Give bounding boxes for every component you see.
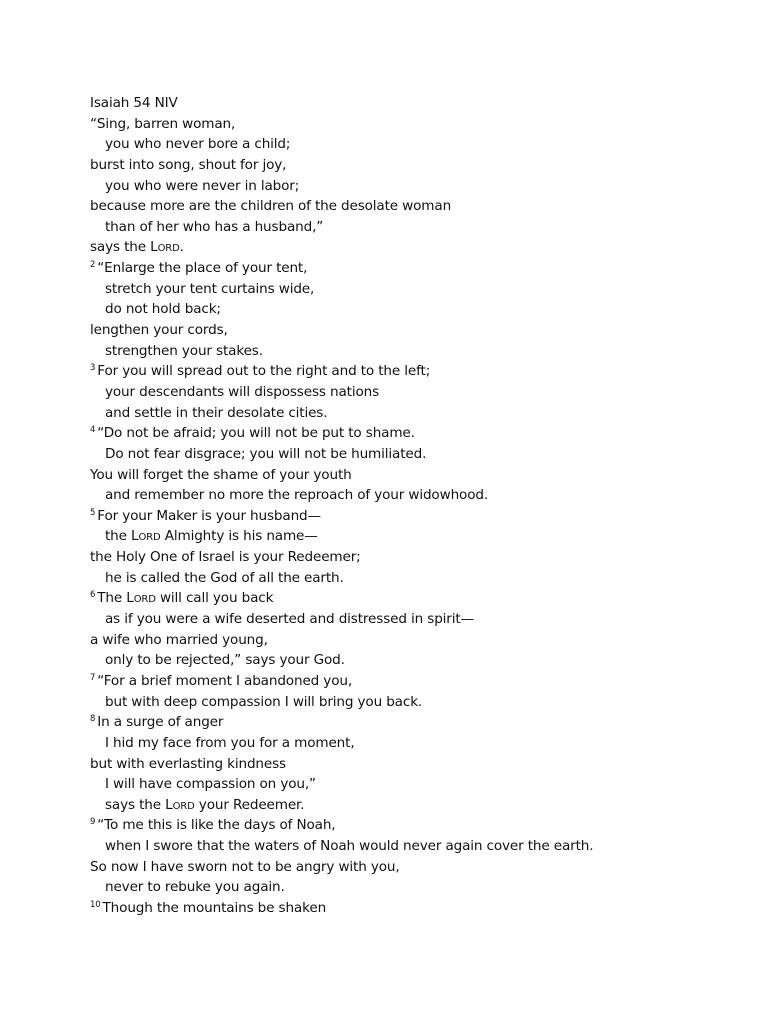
line-text: I hid my face from you for a moment,	[105, 734, 355, 751]
line-text: “Do not be afraid; you will not be put to shame.	[97, 425, 415, 442]
poem-line	[90, 836, 730, 857]
poem-line	[90, 320, 730, 341]
poem-line	[90, 857, 730, 878]
line-text: because more are the children of the desolate woman	[90, 198, 452, 215]
line-text: The	[97, 590, 127, 607]
line-text: a wife who married young,	[90, 631, 268, 648]
poem-line	[90, 196, 730, 217]
line-text: than of her who has a husband,”	[105, 218, 324, 235]
poem-line	[90, 754, 730, 775]
poem-line	[90, 526, 730, 547]
verse-number: 10	[90, 899, 101, 910]
line-text: “To me this is like the days of Noah,	[97, 817, 336, 834]
line-text: lengthen your cords,	[90, 322, 228, 339]
poem-line	[90, 547, 730, 568]
poem-line	[90, 217, 730, 238]
line-text: stretch your tent curtains wide,	[105, 280, 315, 297]
line-text: and remember no more the reproach of your widowhood.	[105, 487, 489, 504]
poem-line	[90, 588, 730, 609]
divine-name: Lord	[150, 239, 180, 256]
poem-line	[90, 898, 730, 919]
poem-line	[90, 692, 730, 713]
poem-line	[90, 279, 730, 300]
document-page	[90, 93, 730, 919]
verse-number: 5	[90, 507, 96, 518]
poem-line	[90, 361, 730, 382]
line-text: “For a brief moment I abandoned you,	[97, 672, 353, 689]
poem-line	[90, 423, 730, 444]
line-text: For you will spread out to the right and to the left;	[97, 363, 431, 380]
line-text: your Redeemer.	[194, 796, 305, 813]
poem-line	[90, 341, 730, 362]
poem-line	[90, 237, 730, 258]
divine-name: Lord	[126, 590, 156, 607]
poem-line	[90, 795, 730, 816]
verse-number: 3	[90, 363, 96, 374]
poem-line	[90, 774, 730, 795]
line-text: he is called the God of all the earth.	[105, 569, 344, 586]
line-text: “Sing, barren woman,	[90, 115, 236, 132]
poem-line	[90, 134, 730, 155]
line-text: and settle in their desolate cities.	[105, 404, 328, 421]
poem-lines	[90, 114, 730, 919]
line-text: In a surge of anger	[97, 714, 224, 731]
poem-line	[90, 630, 730, 651]
line-text: your descendants will dispossess nations	[105, 383, 380, 400]
poem-line	[90, 465, 730, 486]
poem-line	[90, 176, 730, 197]
poem-line	[90, 815, 730, 836]
line-text: I will have compassion on you,”	[105, 776, 316, 793]
line-text: Do not fear disgrace; you will not be humiliated.	[105, 445, 427, 462]
line-text: the	[105, 528, 132, 545]
line-text: but with deep compassion I will bring you back.	[105, 693, 423, 710]
line-text: You will forget the shame of your youth	[90, 466, 352, 483]
poem-line	[90, 609, 730, 630]
line-text: the Holy One of Israel is your Redeemer;	[90, 549, 361, 566]
line-text: So now I have sworn not to be angry with you,	[90, 858, 400, 875]
poem-line	[90, 403, 730, 424]
verse-number: 6	[90, 590, 96, 601]
poem-line	[90, 650, 730, 671]
poem-line	[90, 877, 730, 898]
poem-line	[90, 485, 730, 506]
line-text: strengthen your stakes.	[105, 342, 263, 359]
poem-line	[90, 299, 730, 320]
verse-number: 7	[90, 672, 96, 683]
line-text: when I swore that the waters of Noah would never again cover the earth.	[105, 838, 594, 855]
poem-line	[90, 733, 730, 754]
poem-line	[90, 671, 730, 692]
line-text: burst into song, shout for joy,	[90, 156, 287, 173]
divine-name: Lord	[165, 796, 195, 813]
line-text: Almighty is his name—	[160, 528, 318, 545]
poem-line	[90, 258, 730, 279]
poem-line	[90, 506, 730, 527]
poem-line	[90, 114, 730, 135]
line-text: will call you back	[155, 590, 274, 607]
divine-name: Lord	[131, 528, 161, 545]
line-text: but with everlasting kindness	[90, 755, 286, 772]
line-text: Though the mountains be shaken	[102, 899, 327, 916]
line-text: only to be rejected,” says your God.	[105, 652, 345, 669]
line-text: do not hold back;	[105, 301, 221, 318]
verse-number: 8	[90, 714, 96, 725]
line-text: says the	[90, 239, 151, 256]
document-title: Isaiah 54 NIV	[90, 95, 178, 111]
poem-line	[90, 155, 730, 176]
line-text: never to rebuke you again.	[105, 879, 285, 896]
poem-line	[90, 568, 730, 589]
verse-number: 2	[90, 260, 96, 271]
verse-number: 4	[90, 425, 96, 436]
verse-number: 9	[90, 817, 96, 828]
line-text: .	[179, 239, 184, 256]
line-text: For your Maker is your husband—	[97, 507, 321, 524]
poem-line	[90, 444, 730, 465]
line-text: “Enlarge the place of your tent,	[97, 260, 308, 277]
poem-line	[90, 712, 730, 733]
line-text: says the	[105, 796, 166, 813]
line-text: as if you were a wife deserted and distressed in spirit—	[105, 611, 474, 628]
line-text: you who were never in labor;	[105, 177, 300, 194]
line-text: you who never bore a child;	[105, 136, 291, 153]
poem-line	[90, 382, 730, 403]
